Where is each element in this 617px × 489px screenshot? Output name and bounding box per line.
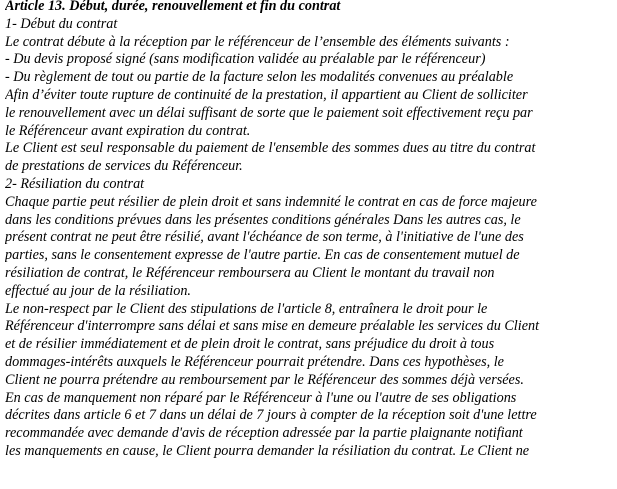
text-line: les manquements en cause, le Client pourra demander la résiliation du contrat. Le Client ne [5, 442, 530, 459]
text-line: et de résilier immédiatement et de plein droit le contrat, sans préjudice du droit à tous [5, 336, 495, 353]
text-line: dommages-intérêts auxquels le Référenceur pourrait prétendre. Dans ces hypothèses, le [5, 353, 504, 370]
text-line: recommandée avec demande d'avis de réception adressée par la partie plaignante notifiant [5, 425, 523, 442]
text-line: décrites dans article 6 et 7 dans un délai de 7 jours à compter de la réception soit d'une lettre [5, 407, 537, 424]
text-line: le renouvellement avec un délai suffisant de sorte que le paiement soit effectivement reçu par [5, 104, 533, 121]
text-line: Référenceur d'interrompre sans délai et sans mise en demeure préalable les services du Client [5, 318, 540, 335]
text-line: - Du devis proposé signé (sans modification validée au préalable par le référenceur) [5, 51, 486, 68]
section-heading-resiliation: 2- Résiliation du contrat [5, 175, 145, 192]
text-line: Chaque partie peut résilier de plein droit et sans indemnité le contrat en cas de force majeure [5, 193, 537, 210]
text-line: En cas de manquement non réparé par le Référenceur à l'une ou l'autre de ses obligations [5, 389, 517, 406]
text-line: parties, sans le consentement expresse de l'autre partie. En cas de consentement mutuel de [5, 247, 520, 264]
text-line: Le non-respect par le Client des stipulations de l'article 8, entraînera le droit pour le [5, 300, 488, 317]
text-line: effectué au jour de la résiliation. [5, 282, 191, 299]
text-line: Le Client est seul responsable du paiement de l'ensemble des sommes dues au titre du contrat [5, 140, 536, 157]
text-line: résiliation de contrat, le Référenceur remboursera au Client le montant du travail non [5, 264, 495, 281]
text-line: le Référenceur avant expiration du contrat. [5, 122, 251, 139]
section-heading-debut: 1- Début du contrat [5, 15, 118, 32]
text-line: - Du règlement de tout ou partie de la facture selon les modalités convenues au préalable [5, 69, 514, 86]
document-page [5, 0, 615, 461]
article-title: Article 13. Début, durée, renouvellement et fin du contrat [5, 0, 341, 14]
text-line: Client ne pourra prétendre au remboursement par le Référenceur des sommes déjà versées. [5, 371, 524, 388]
text-line: Le contrat débute à la réception par le référenceur de l’ensemble des éléments suivants : [5, 33, 510, 50]
text-line: Afin d’éviter toute rupture de continuité de la prestation, il appartient au Client de solliciter [5, 86, 528, 103]
text-line: présent contrat ne peut être résilié, avant l'échéance de son terme, à l'initiative de l'une des [5, 229, 524, 246]
text-line: de prestations de services du Référenceur. [5, 158, 243, 175]
text-line: dans les conditions prévues dans les présentes conditions générales Dans les autres cas, le [5, 211, 521, 228]
